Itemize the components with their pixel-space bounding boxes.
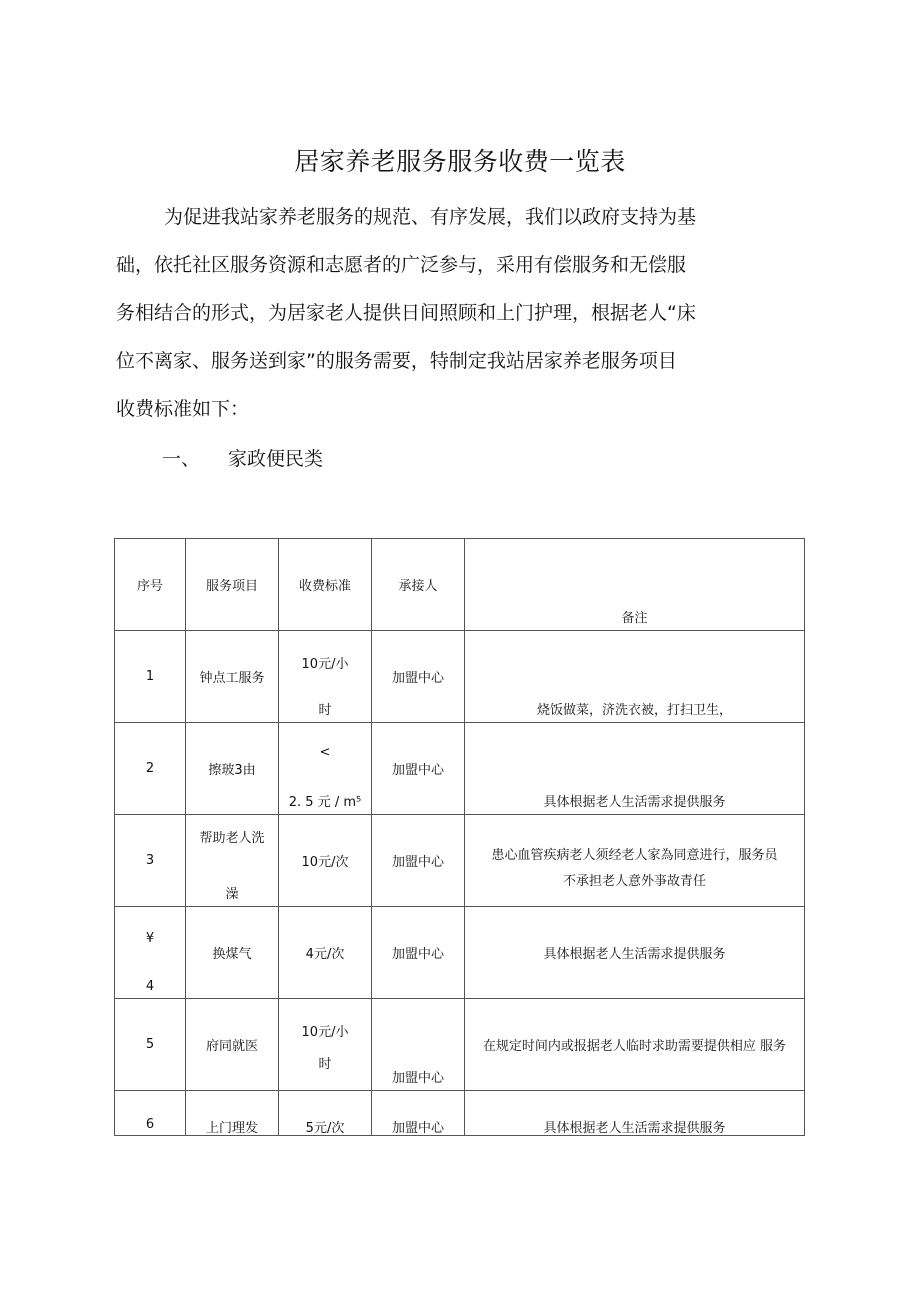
- cell-item: 府同就医: [186, 999, 279, 1091]
- cell-fee: 10元/次: [279, 815, 372, 907]
- cell-fee: 5元/次: [279, 1091, 372, 1136]
- table-header-row: [115, 539, 805, 631]
- header-note: 备注: [465, 539, 805, 631]
- cell-seq: ¥ 4: [115, 907, 186, 999]
- cell-note: 具体根据老人生活需求提供服务: [465, 1091, 805, 1136]
- cell-seq: 1: [115, 631, 186, 723]
- cell-provider: 加盟中心: [372, 815, 465, 907]
- header-item: 服务项目: [186, 539, 279, 631]
- cell-note: 患心血管疾病老人须经老人家為同意进行，服务员 不承担老人意外亊故青任: [465, 815, 805, 907]
- fee-table: [114, 538, 805, 1136]
- cell-note: 在规定时间内或报据老人临时求助需要提供相应 服务: [465, 999, 805, 1091]
- table-row: [115, 1091, 805, 1136]
- paragraph-line: 位不离家、服务送到家”的服务需要，特制定我站居家养老服务项目: [116, 350, 677, 372]
- cell-item: 换煤气: [186, 907, 279, 999]
- section-number: 一、: [162, 448, 201, 470]
- cell-provider: 加盟中心: [372, 631, 465, 723]
- cell-note: 烧饭做菜，济洗衣被，打扫卫生，: [465, 631, 805, 723]
- table-row: [115, 999, 805, 1091]
- cell-item: 钟点工服务: [186, 631, 279, 723]
- document-title: 居家养老服务服务收费一览表: [294, 147, 626, 176]
- cell-seq: 2: [115, 723, 186, 815]
- cell-fee: 10元/小 时: [279, 999, 372, 1091]
- cell-item: 帮助老人洗 澡: [186, 815, 279, 907]
- cell-provider: 加盟中心: [372, 907, 465, 999]
- cell-fee: 10元/小 时: [279, 631, 372, 723]
- paragraph-line: 础，依托社区服务资源和志愿者的广泛参与，采用有偿服务和无偿服: [116, 254, 687, 276]
- paragraph-line: 为促进我站家养老服务的规范、有序发展，我们以政府支持为基: [164, 206, 697, 228]
- table-row: [115, 907, 805, 999]
- cell-provider: 加盟中心: [372, 723, 465, 815]
- section-title: 家政便民类: [228, 448, 324, 470]
- paragraph-line: 务相结合的形式，为居家老人提供日间照顾和上门护理，根据老人“床: [116, 302, 696, 324]
- cell-seq: 3: [115, 815, 186, 907]
- cell-seq: 6: [115, 1091, 186, 1136]
- cell-note: 具体根据老人生活需求提供服务: [465, 723, 805, 815]
- cell-provider: 加盟中心: [372, 1091, 465, 1136]
- header-fee: 收费标准: [279, 539, 372, 631]
- cell-item: 上门理发: [186, 1091, 279, 1136]
- header-provider: 承接人: [372, 539, 465, 631]
- cell-note: 具体根据老人生活需求提供服务: [465, 907, 805, 999]
- cell-fee: < 2. 5 元 / m⁵: [279, 723, 372, 815]
- table-row: [115, 815, 805, 907]
- cell-fee: 4元/次: [279, 907, 372, 999]
- header-seq: 序号: [115, 539, 186, 631]
- paragraph-line: 收费标准如下：: [116, 398, 250, 420]
- cell-item: 擦玻3由: [186, 723, 279, 815]
- cell-seq: 5: [115, 999, 186, 1091]
- table-row: [115, 723, 805, 815]
- cell-provider: 加盟中心: [372, 999, 465, 1091]
- table-row: [115, 631, 805, 723]
